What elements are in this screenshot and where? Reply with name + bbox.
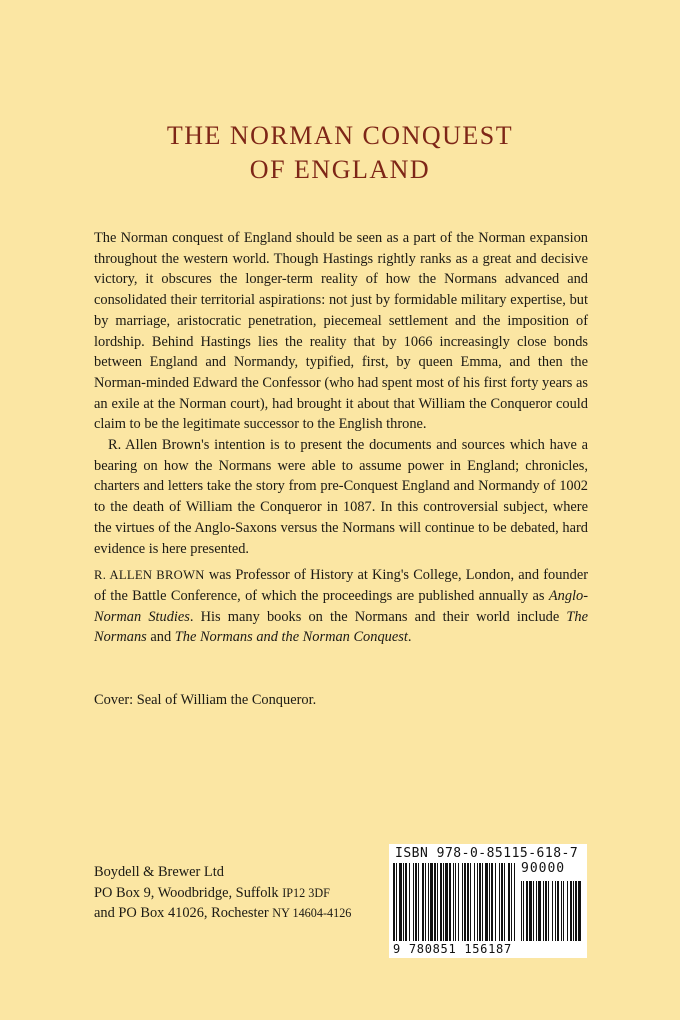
barcode-bar [409, 863, 410, 941]
barcode-addon-bar [573, 881, 574, 941]
uk-postcode: IP12 3DF [282, 885, 330, 900]
book-title-2: The Normans and the Norman Conquest [174, 629, 408, 646]
journal-title: Anglo-Norman Studies [94, 587, 588, 625]
book-title-line-2: OF ENGLAND [249, 155, 431, 184]
barcode-bar [508, 863, 510, 941]
barcode-bar [470, 863, 471, 941]
cover-credit: Cover: Seal of William the Conqueror. [94, 692, 317, 708]
barcode-bar [430, 863, 433, 941]
publisher-address-line-3 [94, 903, 351, 924]
barcode-bar [501, 863, 503, 941]
barcode-addon-bar [548, 881, 549, 941]
barcode-addon-bar [561, 881, 562, 941]
barcode-addon-bar [536, 881, 537, 941]
barcode-addon-bar [567, 881, 568, 941]
barcode-bar [464, 863, 466, 941]
barcode-bar [393, 863, 395, 941]
barcode [389, 844, 587, 958]
barcode-bar [425, 863, 426, 941]
author-bio [94, 565, 588, 648]
barcode-bar [422, 863, 424, 941]
barcode-bar [445, 863, 448, 941]
bio-text-1: was Professor of History at King's College, London, and founder of the Battle Conference, of which the proceedings are published annually as [94, 567, 588, 604]
barcode-bar [474, 863, 475, 941]
publisher-address-line-2 [94, 883, 351, 904]
bio-text-4: . [407, 629, 412, 646]
address-text: PO Box 9, Woodbridge, Suffolk [94, 884, 283, 901]
barcode-addon-bar [529, 881, 532, 941]
publisher-name: Boydell & Brewer Ltd [94, 864, 224, 880]
barcode-bar [405, 863, 407, 941]
barcode-bar [413, 863, 414, 941]
barcode-bar [485, 863, 488, 941]
bio-text-3: and [146, 629, 175, 646]
barcode-bar [479, 863, 481, 941]
barcode-bar [504, 863, 505, 941]
us-postcode: NY 14604-4126 [272, 906, 352, 920]
barcode-addon-bar [543, 881, 544, 941]
barcode-bar [403, 863, 404, 941]
barcode-addon-bar [545, 881, 547, 941]
barcode-bar [440, 863, 442, 941]
barcode-bar [467, 863, 469, 941]
barcode-addon-bar [521, 881, 522, 941]
barcode-bar [477, 863, 478, 941]
author-name: R. ALLEN BROWN [94, 568, 205, 583]
ean-text: 9 780851 156187 [393, 942, 512, 956]
barcode-addon-bar [523, 881, 524, 941]
barcode-bar [499, 863, 500, 941]
blurb-paragraph-1: The Norman conquest of England should be seen as a part of the Norman expansion throughout the western world. Though Hastings rightly ranks as a great and decisive victory, it obscures the longer-term reality of how the Normans advanced and consolidated their territorial aspirations: not just by formidable military expertise, but by marriage, aristocratic penetration, piecemeal settlement and the imposition of lordship. Behind Hastings lies the reality that by 1066 increasingly close bonds between England and Normandy, typified, first, by queen Emma, and then the Norman-minded Edward the Confessor (who had spent most of his first forty years as an exile at the Norman court), had brought it about that William the Conqueror could claim to be the legitimate successor to the English throne. [94, 230, 588, 433]
barcode-bar [428, 863, 429, 941]
barcode-addon-bar [575, 881, 577, 941]
barcode-bar [514, 863, 515, 941]
barcode-bar [434, 863, 436, 941]
publisher-address [94, 862, 351, 924]
barcode-bar [453, 863, 454, 941]
barcode-addon-bar [570, 881, 572, 941]
book-title-line-1: THE NORMAN CONQUEST [166, 121, 514, 150]
barcode-addon-bar [578, 881, 581, 941]
barcode-addon-bar [533, 881, 534, 941]
isbn-text: ISBN 978-0-85115-618-7 [395, 846, 579, 861]
barcode-bar [495, 863, 496, 941]
barcode-addon-bar [555, 881, 556, 941]
barcode-bar [462, 863, 463, 941]
barcode-bar [458, 863, 459, 941]
barcode-bar [443, 863, 444, 941]
barcode-bar [399, 863, 402, 941]
barcode-bar [491, 863, 493, 941]
barcode-addon-bar [552, 881, 553, 941]
book-title-1: The Normans [94, 608, 588, 646]
barcode-bar [418, 863, 419, 941]
barcode-bar [482, 863, 483, 941]
barcode-addon-bar [563, 881, 564, 941]
barcode-addon-bar [538, 881, 541, 941]
barcode-bar [489, 863, 490, 941]
barcode-addon-bar [526, 881, 528, 941]
barcode-bar [437, 863, 438, 941]
bio-text-2: . His many books on the Normans and their world include [189, 608, 567, 625]
barcode-bar [415, 863, 417, 941]
barcode-bar [511, 863, 512, 941]
barcode-addon-bar [557, 881, 559, 941]
blurb-paragraph-2: R. Allen Brown's intention is to present the documents and sources which have a bearing on how the Normans were able to assume power in England; chronicles, charters and letters take the story from pre-Conquest England and Normandy of 1002 to the death of William the Conqueror in 1087. In this controversial subject, where the virtues of the Anglo-Saxons versus the Normans will continue to be debated, hard evidence is here presented. [94, 437, 588, 557]
address-text: and PO Box 41026, Rochester [94, 905, 273, 921]
barcode-bar [455, 863, 456, 941]
barcode-bar [396, 863, 397, 941]
barcode-bar [449, 863, 451, 941]
barcode-addon: 90000 [521, 861, 566, 876]
blurb [94, 228, 588, 648]
